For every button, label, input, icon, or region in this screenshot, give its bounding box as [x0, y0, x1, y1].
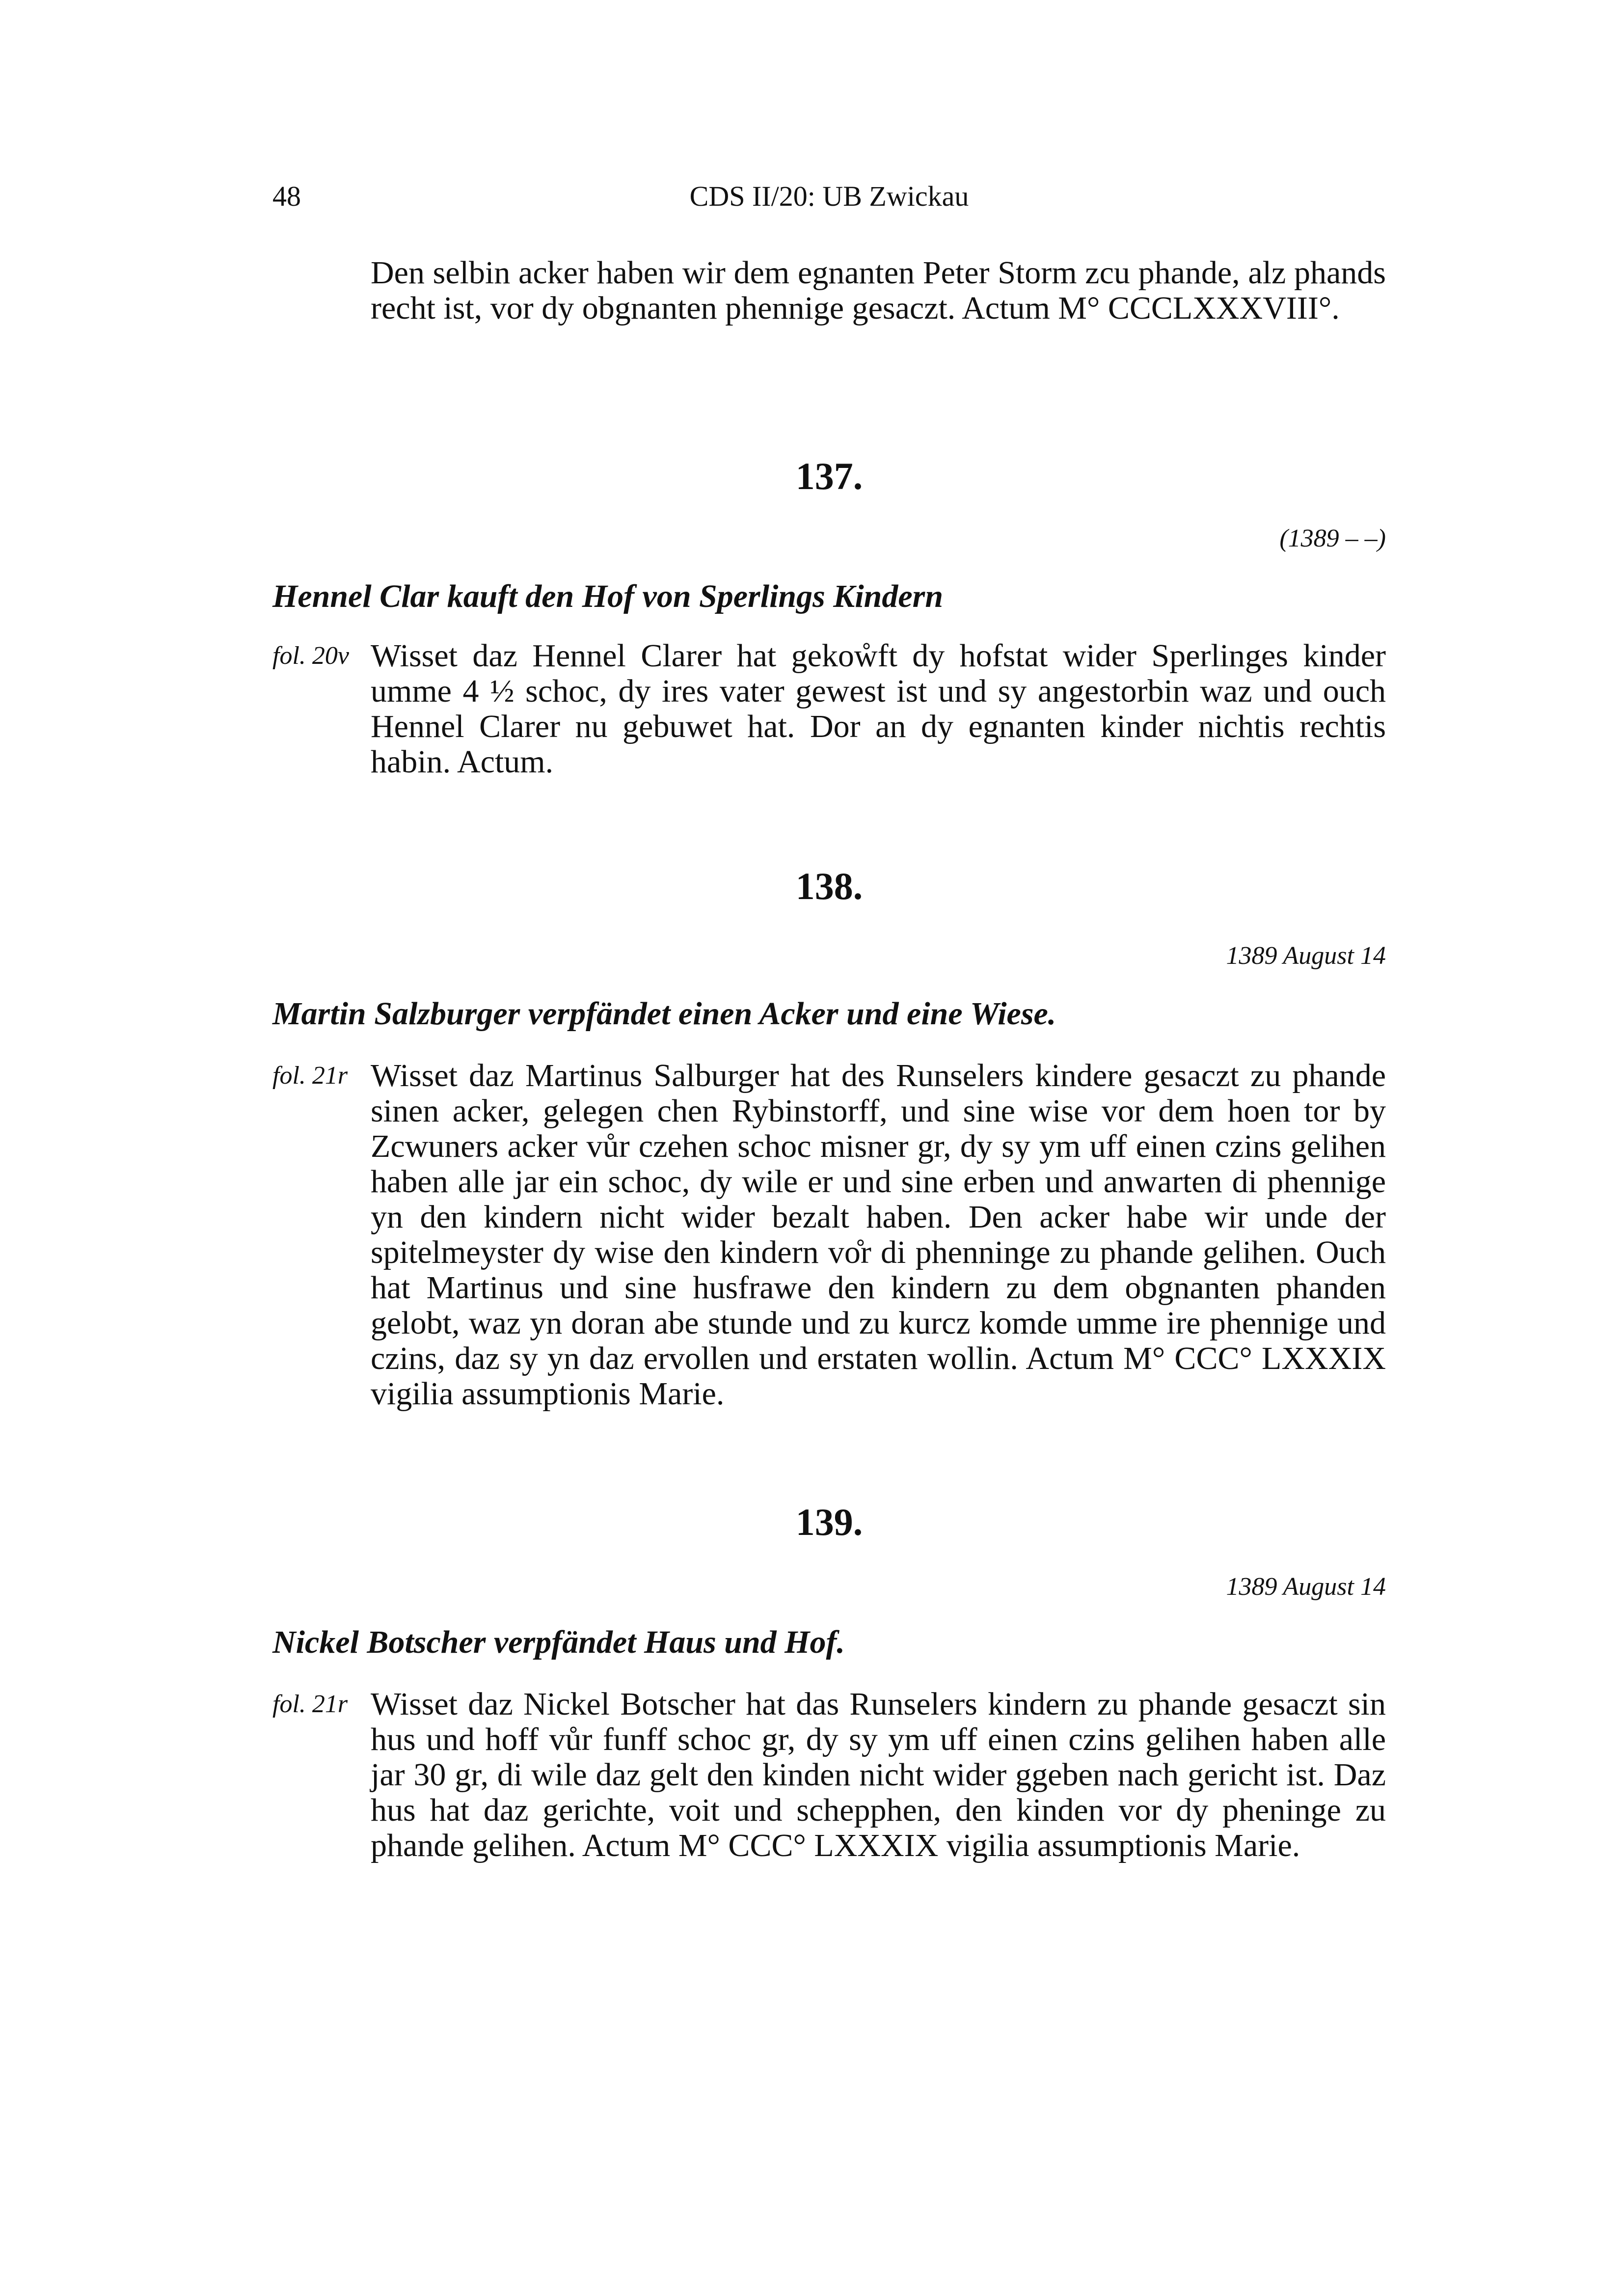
page-number: 48	[272, 180, 301, 212]
entry-date-139: 1389 August 14	[1226, 1573, 1386, 1601]
entry-text-137: Wisset daz Hennel Clarer hat gekoẘft dy hofstat wider Sperlinges kinder umme 4 ½ schoc, dy ires vater gewest ist und sy angestorbin waz und ouch Hennel Clarer nu gebuwet hat. Dor an dy egnanten kinder nichtis rechtis habin. Actum.	[371, 638, 1386, 780]
running-head-title: CDS II/20: UB Zwickau	[689, 180, 969, 212]
folio-reference-139: fol. 21r	[272, 1690, 348, 1718]
entry-heading-137: Hennel Clar kauft den Hof von Sperlings Kindern	[272, 578, 944, 614]
entry-text-139: Wisset daz Nickel Botscher hat das Runselers kindern zu phande gesaczt sin hus und hoff vůr funff schoc gr, dy sy ym uff einen czins gelihen haben alle jar 30 gr, di wile daz gelt den kinden nicht wider ggeben nach gericht ist. Daz hus hat daz gerichte, voit und schepphen, den kinden vor dy pheninge zu phande gelihen. Actum M° CCC° LXXXIX vigilia assumptionis Marie.	[371, 1686, 1386, 1863]
entry-date-137: (1389 – –)	[1279, 524, 1386, 552]
entry-number-139: 139.	[795, 1501, 863, 1543]
entry-number-137: 137.	[795, 455, 863, 497]
folio-reference-137: fol. 20v	[272, 642, 349, 670]
running-head	[272, 177, 1386, 216]
entry-text-138: Wisset daz Martinus Salburger hat des Runselers kindere gesaczt zu phande sinen acker, gelegen chen Rybinstorff, und sine wise vor dem hoen tor by Zcwuners acker vůr czehen schoc misner gr, dy sy ym uff einen czins gelihen haben alle jar ein schoc, dy wile er und sine erben und anwarten di phennige yn den kindern nicht wider bezalt haben. Den acker habe wir unde der spitelmeyster dy wise den kindern vo̊r di phenninge zu phande gelihen. Ouch hat Martinus und sine husfrawe den kindern zu dem obgnanten phanden gelobt, waz yn doran abe stunde und zu kurcz komde umme ire phennige und czins, daz sy yn daz ervollen und erstaten wollin. Actum M° CCC° LXXXIX vigilia assumptionis Marie.	[371, 1058, 1386, 1412]
entry-number-138: 138.	[795, 865, 863, 907]
folio-reference-138: fol. 21r	[272, 1062, 348, 1090]
entry-heading-139: Nickel Botscher verpfändet Haus und Hof.	[272, 1624, 845, 1660]
entry-date-138: 1389 August 14	[1226, 942, 1386, 970]
entry-heading-138: Martin Salzburger verpfändet einen Acker und eine Wiese.	[272, 996, 1056, 1032]
continuation-paragraph: Den selbin acker haben wir dem egnanten Peter Storm zcu phande, alz phands recht ist, vor dy obgnanten phennige gesaczt. Actum M° CCCLXXXVIII°.	[371, 255, 1386, 326]
